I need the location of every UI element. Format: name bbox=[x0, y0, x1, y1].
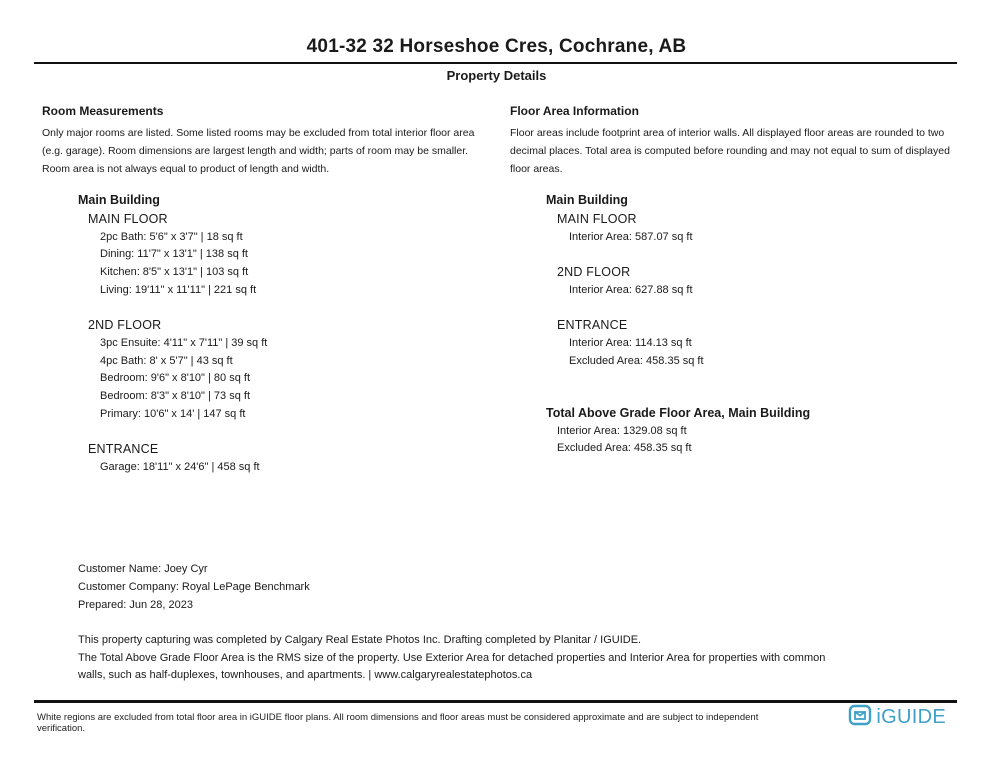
floor-label: MAIN FLOOR bbox=[557, 212, 637, 226]
room-line: Living: 19'11" x 11'11" | 221 sq ft bbox=[100, 283, 257, 296]
room-line: 2pc Bath: 5'6" x 3'7" | 18 sq ft bbox=[100, 230, 243, 243]
floor-area-list bbox=[557, 211, 704, 370]
room-measurements-intro bbox=[42, 104, 494, 178]
area-line: Interior Area: 114.13 sq ft bbox=[569, 336, 692, 349]
room-line: Garage: 18'11" x 24'6" | 458 sq ft bbox=[100, 460, 260, 473]
page-title: 401-32 32 Horseshoe Cres, Cochrane, AB bbox=[306, 36, 687, 57]
description-line: floor areas. bbox=[510, 163, 563, 175]
customer-company-line: Customer Company: Royal LePage Benchmark bbox=[78, 581, 310, 593]
floor-area-heading: Floor Area Information bbox=[510, 104, 639, 118]
total-above-grade-block bbox=[546, 405, 810, 458]
customer-info bbox=[78, 560, 310, 614]
note-line: This property capturing was completed by Calgary Real Estate Photos Inc. Drafting completed by Planitar / IGUIDE. bbox=[78, 634, 642, 646]
footer-disclaimer: White regions are excluded from total floor area in iGUIDE floor plans. All room dimensions and floor areas must be considered approximate and are subject to independent verification. bbox=[37, 712, 759, 734]
room-measurements-heading: Room Measurements bbox=[42, 104, 164, 118]
floor-area-building-heading: Main Building bbox=[546, 193, 628, 207]
iguide-logo-text: iGUIDE bbox=[876, 706, 946, 728]
footer-divider bbox=[34, 700, 957, 703]
room-line: Kitchen: 8'5" x 13'1" | 103 sq ft bbox=[100, 266, 249, 279]
description-line: decimal places. Total area is computed before rounding and may not equal to sum of displayed bbox=[510, 145, 950, 157]
header-divider bbox=[34, 62, 957, 64]
prepared-date-line: Prepared: Jun 28, 2023 bbox=[78, 599, 193, 611]
room-line: Bedroom: 8'3" x 8'10" | 73 sq ft bbox=[100, 390, 251, 403]
floor-area-description bbox=[510, 124, 970, 178]
floor-group-main-floor bbox=[88, 211, 267, 300]
floor-label: 2ND FLOOR bbox=[88, 318, 162, 333]
customer-name-line: Customer Name: Joey Cyr bbox=[78, 563, 208, 575]
iguide-logo bbox=[848, 704, 946, 731]
floor-label: ENTRANCE bbox=[557, 318, 628, 333]
area-line: Excluded Area: 458.35 sq ft bbox=[557, 442, 692, 455]
capture-notes bbox=[78, 632, 888, 685]
area-line: Interior Area: 1329.08 sq ft bbox=[557, 424, 687, 437]
area-line: Interior Area: 627.88 sq ft bbox=[569, 283, 693, 296]
description-line: Room area is not always equal to product of length and width. bbox=[42, 163, 330, 175]
total-above-grade-heading: Total Above Grade Floor Area, Main Building bbox=[546, 406, 811, 420]
room-measurements-description bbox=[42, 124, 494, 178]
area-group-2nd-floor bbox=[557, 264, 704, 299]
note-line: walls, such as half-duplexes, townhouses, and apartments. | www.calgaryrealestatephotos.ca bbox=[78, 669, 533, 682]
area-line: Excluded Area: 458.35 sq ft bbox=[569, 354, 704, 367]
page-subtitle: Property Details bbox=[446, 68, 547, 83]
note-line: The Total Above Grade Floor Area is the RMS size of the property. Use Exterior Area for detached properties and Interior Area for properties with common bbox=[78, 651, 826, 664]
room-measurements-building-heading: Main Building bbox=[78, 193, 160, 207]
room-line: Primary: 10'6" x 14' | 147 sq ft bbox=[100, 407, 246, 420]
room-measurements-list bbox=[88, 211, 267, 477]
floor-group-2nd-floor bbox=[88, 317, 267, 423]
iguide-logo-icon bbox=[848, 704, 872, 731]
description-line: (e.g. garage). Room dimensions are largest length and width; parts of room may be smaller. bbox=[42, 145, 469, 157]
floor-label: ENTRANCE bbox=[88, 442, 159, 457]
room-line: Bedroom: 9'6" x 8'10" | 80 sq ft bbox=[100, 372, 251, 385]
area-group-main-floor bbox=[557, 211, 704, 246]
floor-label: 2ND FLOOR bbox=[557, 265, 631, 280]
floor-group-entrance bbox=[88, 441, 267, 476]
room-line: 3pc Ensuite: 4'11" x 7'11" | 39 sq ft bbox=[100, 336, 268, 349]
floor-label: MAIN FLOOR bbox=[88, 212, 168, 226]
area-line: Interior Area: 587.07 sq ft bbox=[569, 230, 693, 243]
floor-area-intro bbox=[510, 104, 970, 178]
description-line: Only major rooms are listed. Some listed rooms may be excluded from total interior floor area bbox=[42, 127, 475, 139]
area-group-entrance bbox=[557, 317, 704, 370]
room-line: 4pc Bath: 8' x 5'7" | 43 sq ft bbox=[100, 354, 233, 367]
description-line: Floor areas include footprint area of interior walls. All displayed floor areas are rounded to two bbox=[510, 127, 945, 139]
room-line: Dining: 11'7" x 13'1" | 138 sq ft bbox=[100, 248, 248, 261]
